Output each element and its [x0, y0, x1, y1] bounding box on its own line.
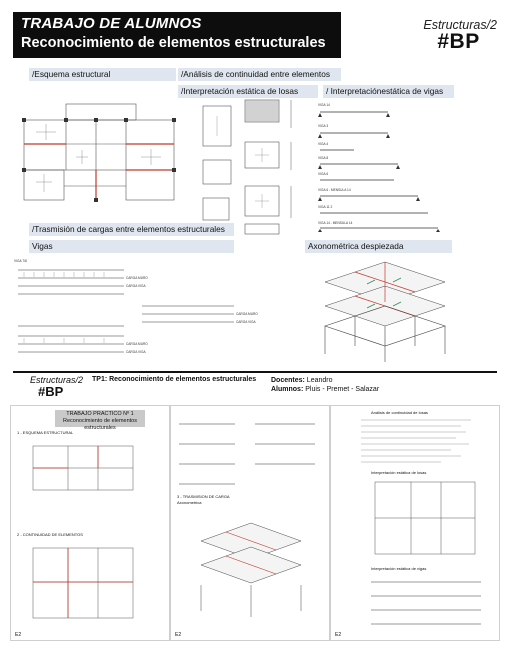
- label-trasmision: /Trasmisión de cargas entre elementos estructurales: [29, 223, 234, 236]
- sheet1-subtitle: Reconocimiento de elementos estructurales: [63, 418, 137, 431]
- sheet1-footer: E2: [15, 632, 22, 638]
- beam-label-6: VIGA 6: [318, 172, 329, 176]
- sheet2-footer: E2: [175, 632, 182, 638]
- label-esquema: /Esquema estructural: [29, 68, 176, 81]
- load-viga-2: CARGA VIGA: [236, 320, 256, 324]
- beam-load-diagrams: [14, 256, 264, 366]
- alumnos-names: Pluis - Premet - Salazar: [305, 386, 380, 393]
- sheet-2: [170, 405, 330, 641]
- beam-label-14m: VIGA 14 - MENSULA 14: [318, 221, 353, 225]
- sheet1-title: TRABAJO PRACTICO Nº 1: [66, 411, 134, 417]
- sheet1-s2: 2 - CONTINUIDAD DE ELEMENTOS: [17, 532, 83, 537]
- label-losas: /Interpretación estática de losas: [178, 85, 318, 98]
- load-viga-3: CARGA VIGA: [126, 350, 146, 354]
- load-muro-2: CARGA MURO: [236, 312, 258, 316]
- beam-label-8: VIGA 8: [318, 156, 329, 160]
- sheet1-plan-2: [23, 542, 153, 626]
- bottom-course: Estructuras/2: [30, 375, 84, 385]
- sheet1-s1: 1 - ESQUEMA ESTRUCTURAL: [17, 430, 74, 435]
- beam-label-3: VIGA 3: [318, 124, 329, 128]
- beam-label-14: VIGA 14: [318, 103, 330, 107]
- section-divider: [13, 371, 497, 373]
- load-muro-1: CARGA MURO: [126, 276, 148, 280]
- brand-course: Estructuras/2: [423, 18, 497, 32]
- sheet3-slabs: [371, 478, 481, 558]
- sheet2-beams: [175, 410, 325, 490]
- sheet3-s1: Análisis de continuidad de losas: [371, 410, 428, 415]
- structural-plan-drawing: [16, 82, 181, 214]
- title-line-1: TRABAJO DE ALUMNOS: [21, 15, 202, 32]
- sheet3-beams: [371, 574, 491, 630]
- bottom-tag: #BP: [38, 384, 64, 399]
- beam-interpretation-drawing: [318, 100, 458, 232]
- sheet3-s2: Interpretación estática de losas: [371, 470, 427, 475]
- sheet-1: [10, 405, 170, 641]
- sheet3-s3: Interpretación estática de vigas: [371, 566, 427, 571]
- sheet3-notes: [361, 416, 491, 468]
- docentes-name: Leandro: [306, 377, 333, 384]
- sheet2-axonometric: [191, 511, 311, 621]
- load-viga-1: CARGA VIGA: [126, 284, 146, 288]
- axonometric-drawing: [305, 254, 455, 366]
- beam-label-4: VIGA 4: [318, 142, 329, 146]
- label-continuidad: /Análisis de continuidad entre elementos: [178, 68, 341, 81]
- beam-label-6m: VIGA 6 - MENSULA 14: [318, 188, 351, 192]
- title-block: [13, 12, 341, 58]
- load-muro-3: CARGA MURO: [126, 342, 148, 346]
- tp-title: TP1: Reconocimiento de elementos estructurales: [92, 376, 257, 383]
- sheet-3: [330, 405, 500, 641]
- sheet2-s3b: Axonometrica: [177, 500, 202, 505]
- sheet1-title-box: [55, 410, 145, 431]
- sheet3-footer: E2: [335, 632, 342, 638]
- brand-tag: #BP: [437, 30, 480, 53]
- sheet1-plan-1: [23, 440, 153, 500]
- sheet2-s3: 3 - TRASMISION DE CARGA: [177, 494, 230, 499]
- credits: [271, 376, 379, 394]
- beam-label-112: VIGA 11 2: [318, 205, 333, 209]
- docentes-label: Docentes:: [271, 377, 305, 384]
- label-axonometrica: Axonométrica despiezada: [305, 240, 452, 253]
- brand-block: [423, 18, 497, 54]
- svg-text:VIGA 7/8: VIGA 7/8: [14, 259, 27, 263]
- alumnos-label: Alumnos:: [271, 386, 304, 393]
- slab-interpretation-drawing: [183, 98, 313, 238]
- label-vigas-estatica: / Interpretaciónestática de vigas: [323, 85, 454, 98]
- label-vigas: Vigas: [29, 240, 234, 253]
- title-line-2: Reconocimiento de elementos estructurales: [21, 35, 326, 51]
